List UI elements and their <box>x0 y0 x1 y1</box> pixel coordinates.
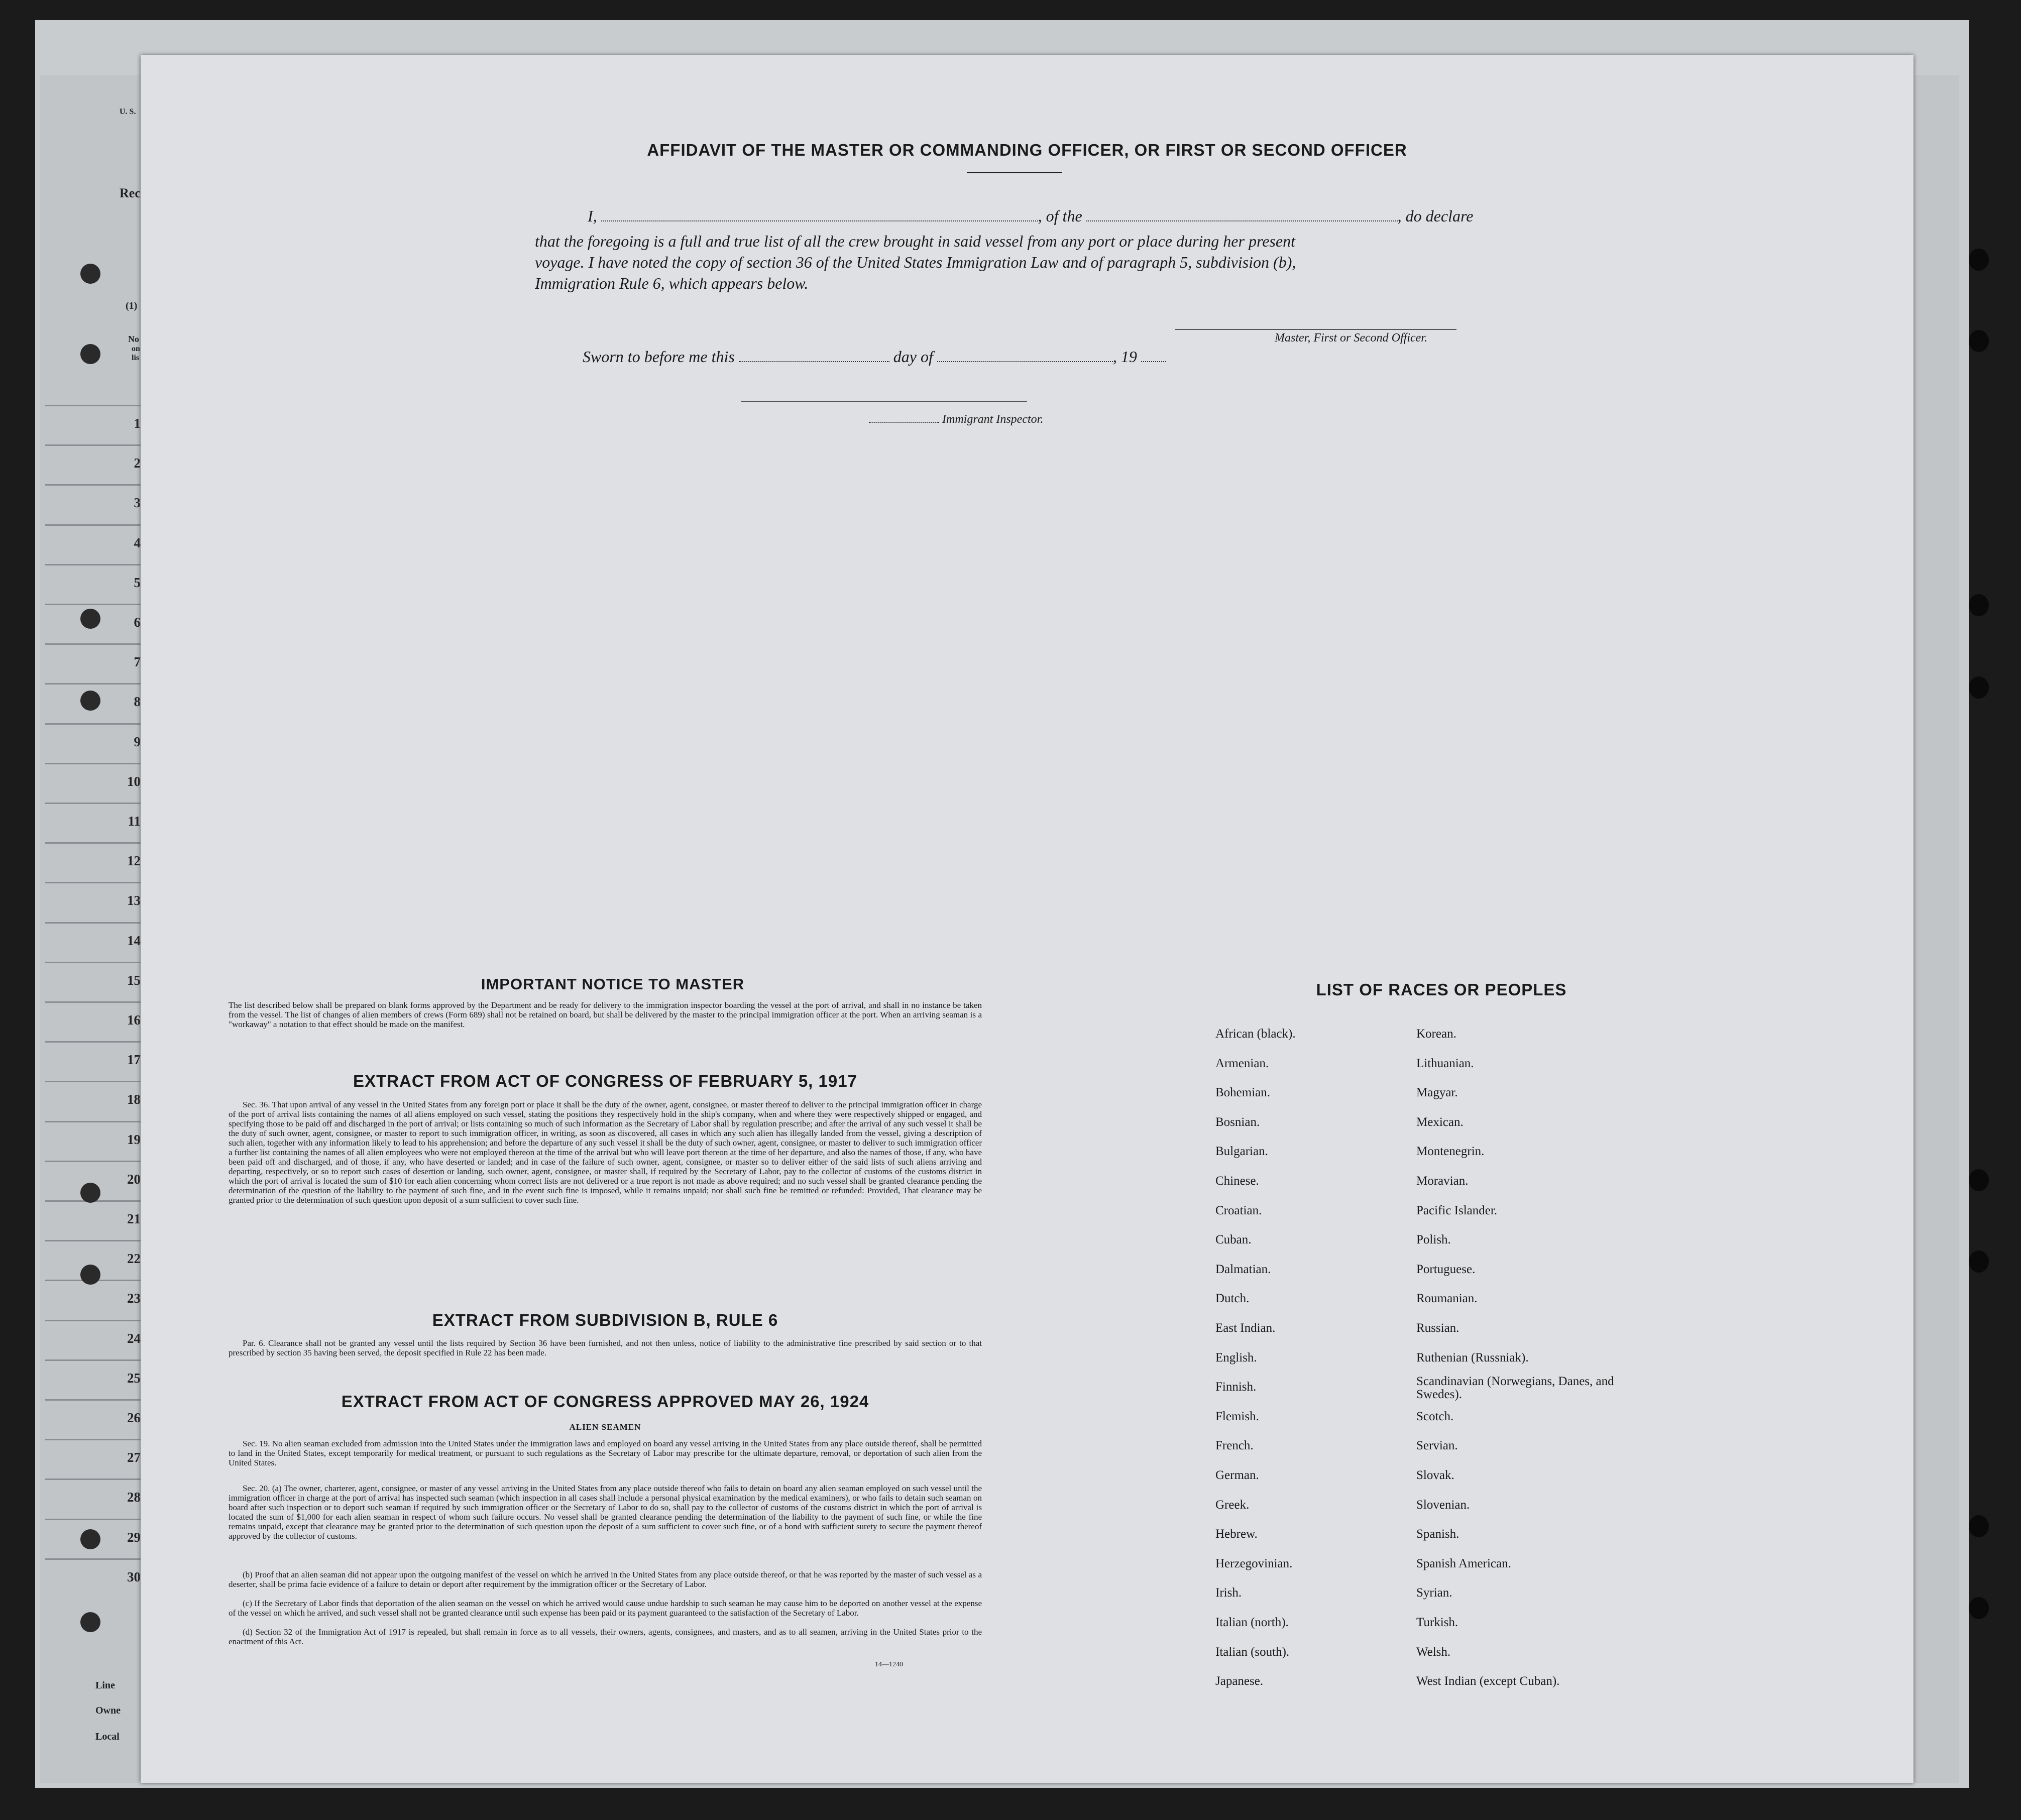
row-number: 8 <box>134 694 141 710</box>
race-entry: French. <box>1215 1439 1254 1453</box>
punch-hole-right <box>1969 249 1989 271</box>
row-number: 29 <box>127 1529 141 1545</box>
row-number: 20 <box>127 1171 141 1187</box>
row-number: 4 <box>134 535 141 550</box>
sec20a-text: Sec. 20. (a) The owner, charterer, agent, consignee, or master of any vessel arriving in the United States from any place outside thereof who fails to detain on board any alien seaman employed on such vessel until the immigration officer in charge at the port of arrival has inspected such seaman (which inspection in all cases shall include a personal physical examination by the medical examiners), or who fails to detain such seaman on board after such inspection or to deport such seaman if required by such immigration officer or the Secretary of Labor to do so, shall pay to the collector of customs of the customs district in which the port of arrival is located the sum of $1,000 for each alien seaman in respect of whom such failure occurs. No vessel shall be granted clearance pending the determination of the liability to the payment of such fine, or while the fine remains unpaid, except that clearance may be granted prior to the determination of such question upon the deposit of a sum sufficient to cover such fine, or of a bond with sufficient surety to secure the payment thereof approved by the collector of customs. <box>229 1484 982 1541</box>
punch-hole-left <box>80 344 100 364</box>
row-number: 18 <box>127 1092 141 1107</box>
row-divider <box>45 1359 151 1361</box>
punch-hole-right <box>1969 330 1989 352</box>
race-entry: Scandinavian (Norwegians, Danes, and Swedes). <box>1416 1375 1614 1402</box>
row-number: 13 <box>127 893 141 908</box>
races-right-column <box>1416 1027 1647 1755</box>
race-entry: Magyar. <box>1416 1086 1458 1100</box>
sworn-text: Sworn to before me this <box>583 348 735 366</box>
race-entry: Flemish. <box>1215 1409 1259 1423</box>
race-entry: Russian. <box>1416 1321 1459 1335</box>
row-divider <box>45 763 151 764</box>
day-blank <box>739 361 889 362</box>
row-divider <box>45 405 151 406</box>
declaration-text-3: voyage. I have noted the copy of section 36 of the United States Immigration Law and of paragraph 5, subdivision (b), <box>535 253 1296 271</box>
race-entry: Mexican. <box>1416 1115 1464 1129</box>
extract-1917-title: EXTRACT FROM ACT OF CONGRESS OF FEBRUARY 5, 1917 <box>353 1072 857 1090</box>
row-divider <box>45 882 151 883</box>
race-entry: African (black). <box>1215 1027 1296 1041</box>
race-entry: Welsh. <box>1416 1645 1451 1659</box>
row-divider <box>45 1320 151 1321</box>
row-number: 17 <box>127 1052 141 1068</box>
row-divider <box>45 524 151 526</box>
declaration-text-4: Immigration Rule 6, which appears below. <box>535 274 809 292</box>
inspector-blank <box>869 422 939 423</box>
row-number: 6 <box>134 615 141 630</box>
races-title: LIST OF RACES OR PEOPLES <box>1316 980 1567 999</box>
race-entry: Armenian. <box>1215 1056 1269 1070</box>
punch-hole-right <box>1969 1169 1989 1191</box>
row-number: 15 <box>127 972 141 988</box>
race-entry: Ruthenian (Russniak). <box>1416 1350 1529 1364</box>
punch-hole-left <box>80 1529 100 1549</box>
row-number: 25 <box>127 1370 141 1386</box>
row-divider <box>45 1558 151 1560</box>
edge-local-label: Local <box>95 1731 120 1742</box>
row-divider <box>45 1399 151 1401</box>
rule6-text: Par. 6. Clearance shall not be granted any vessel until the lists required by Section 36 have been furnished, and not then unless, notice of liability to the administrative fine prescribed by said section or to that prescribed by section 35 having been served, the deposit specified in Rule 22 has been made. <box>229 1338 982 1357</box>
race-entry: English. <box>1215 1350 1257 1364</box>
row-divider <box>45 564 151 565</box>
race-entry: Pacific Islander. <box>1416 1203 1498 1217</box>
row-divider <box>45 683 151 685</box>
row-number: 2 <box>134 456 141 471</box>
row-number: 1 <box>134 416 141 431</box>
punch-hole-left <box>80 264 100 284</box>
race-entry: Chinese. <box>1215 1174 1259 1188</box>
alien-seamen-subtitle: ALIEN SEAMEN <box>569 1422 641 1432</box>
race-entry: East Indian. <box>1215 1321 1276 1335</box>
row-number: 12 <box>127 853 141 869</box>
race-entry: Korean. <box>1416 1027 1456 1041</box>
race-entry: Roumanian. <box>1416 1292 1478 1306</box>
punch-hole-left <box>80 609 100 629</box>
race-entry: Slovak. <box>1416 1468 1454 1482</box>
row-divider <box>45 1439 151 1440</box>
row-divider <box>45 723 151 725</box>
edge-owner-label: Owne <box>95 1705 121 1716</box>
row-divider <box>45 484 151 486</box>
row-number: 22 <box>127 1251 141 1267</box>
sworn-day-of: day of <box>893 348 933 366</box>
race-entry: Polish. <box>1416 1233 1451 1247</box>
row-number: 5 <box>134 575 141 590</box>
race-entry: Greek. <box>1215 1498 1250 1512</box>
punch-hole-right <box>1969 1515 1989 1537</box>
punch-hole-left <box>80 1183 100 1203</box>
row-divider <box>45 1081 151 1082</box>
punch-hole-right <box>1969 1250 1989 1273</box>
race-entry: German. <box>1215 1468 1259 1482</box>
race-entry: Hebrew. <box>1215 1527 1258 1541</box>
row-divider <box>45 604 151 605</box>
notice-text: The list described below shall be prepared on blank forms approved by the Department and be ready for delivery to the immigration inspector boarding the vessel at the port of arrival, and shall in no instance be taken from the vessel. The list of changes of alien members of crews (Form 689) shall not be retained on board, but shall be delivered by the master to the principal immigration officer at the port. When an arriving seaman is a "workaway" a notation to that effect should be made on the manifest. <box>229 1000 982 1029</box>
row-number: 10 <box>127 773 141 789</box>
sec20d-text: (d) Section 32 of the Immigration Act of 1917 is repealed, but shall remain in force as to all vessels, their owners, agents, consignees, and masters, and as to all seamen, arriving in the United States prior to the enactment of this Act. <box>229 1627 982 1646</box>
row-number: 28 <box>127 1490 141 1505</box>
punch-hole-right <box>1969 1597 1989 1619</box>
race-entry: Scotch. <box>1416 1409 1454 1423</box>
row-divider <box>45 803 151 804</box>
name-blank <box>601 220 1038 221</box>
race-entry: Herzegovinian. <box>1215 1556 1293 1570</box>
master-signature-label: Master, First or Second Officer. <box>1275 331 1427 345</box>
declaration-text-2: that the foregoing is a full and true list of all the crew brought in said vessel from any port or place during her present <box>535 232 1295 250</box>
sec19-text: Sec. 19. No alien seaman excluded from admission into the United States under the immigration laws and employed on board any vessel arriving in the United States from any place outside thereof, shall be permitted to land in the United States, except temporarily for medical treatment, or pursuant to such regulations as the Secretary of Labor may prescribe for the ultimate departure, removal, or deportation of such alien from the United States. <box>229 1439 982 1467</box>
position-blank <box>1086 220 1398 221</box>
race-entry: Spanish American. <box>1416 1556 1511 1570</box>
race-entry: Bosnian. <box>1215 1115 1260 1129</box>
row-number: 30 <box>127 1569 141 1584</box>
row-number: 19 <box>127 1131 141 1147</box>
race-entry: Cuban. <box>1215 1233 1252 1247</box>
row-divider <box>45 643 151 645</box>
extract-1917-text: Sec. 36. That upon arrival of any vessel in the United States from any foreign port or place it shall be the duty of the owner, agent, consignee, or master thereof to deliver to the principal immigration officer in charge of the port of arrival lists containing the names of all aliens employed on such vessel, stating the positions they respectively hold in the ship's company, when and where they were respectively shipped or engaged, and specifying those to be paid off and discharged in the port of arrival; or lists containing so much of such information as the Secretary of Labor shall by regulation prescribe; and after the arrival of any such vessel it shall be the duty of such owner, agent, consignee, or master to report to such immigration officer, in writing, as soon as discovered, all cases in which any such alien has illegally landed from the vessel, giving a description of such alien, together with any information likely to lead to his apprehension; and before the departure of any such vessel it shall be the duty of such owner, agent, consignee, or master to deliver to such immigration officer a further list containing the names of all alien employees who were not employed thereon at the time of the arrival but who will leave port thereon at the time of her departure, and also the names of those, if any, who have been paid off and discharged, and of those, if any, who have deserted or landed; and in case of the failure of such owner, agent, consignee, or master so to deliver either of the said lists of such aliens arriving and departing, respectively, or so to report such cases of desertion or landing, such owner, agent, consignee, or master shall, if required by the Secretary of Labor, pay to the collector of customs of the customs district in which the port of arrival is located the sum of $10 for each alien concerning whom correct lists are not delivered or a true report is not made as above required; and no such vessel shall be granted clearance pending the determination of the question of the liability to the payment of such fine, and in the event such fine is imposed, while it remains unpaid; nor shall such fine be remitted or refunded: Provided, That clearance may be granted prior to the determination of such question upon deposit of a sum sufficient to cover such fine. <box>229 1100 982 1205</box>
master-signature-line <box>1175 329 1456 330</box>
race-entry: Dalmatian. <box>1215 1262 1271 1276</box>
row-number: 14 <box>127 933 141 948</box>
affidavit-sheet <box>141 55 1914 1783</box>
edge-rec-label: Rec <box>120 186 141 200</box>
row-divider <box>45 444 151 446</box>
race-entry: Portuguese. <box>1416 1262 1476 1276</box>
race-entry: Montenegrin. <box>1416 1145 1485 1159</box>
month-blank <box>937 361 1113 362</box>
race-entry: Irish. <box>1215 1586 1242 1600</box>
edge-us-label: U. S. <box>120 107 136 116</box>
row-divider <box>45 1041 151 1043</box>
row-number: 7 <box>134 654 141 670</box>
row-number: 27 <box>127 1450 141 1465</box>
row-number: 9 <box>134 734 141 749</box>
inspector-line <box>869 409 1043 429</box>
extract-1924-title: EXTRACT FROM ACT OF CONGRESS APPROVED MAY 26, 1924 <box>341 1392 869 1411</box>
edge-line-label: Line <box>95 1680 115 1691</box>
race-entry: Slovenian. <box>1416 1498 1470 1512</box>
row-divider <box>45 962 151 963</box>
race-entry: Dutch. <box>1215 1292 1250 1306</box>
sworn-line <box>583 347 1166 367</box>
race-entry: Lithuanian. <box>1416 1056 1474 1070</box>
row-divider <box>45 1161 151 1162</box>
row-divider <box>45 1001 151 1003</box>
row-divider <box>45 1121 151 1122</box>
races-left-column <box>1215 1027 1386 1755</box>
race-entry: Syrian. <box>1416 1586 1452 1600</box>
row-number: 16 <box>127 1012 141 1028</box>
sec20c-text: (c) If the Secretary of Labor finds that deportation of the alien seaman on the vessel on which he arrived would cause undue hardship to such seaman he may cause him to be deported on another vessel at the expense of the vessel on which he arrived, and such vessel shall not be granted clearance until such expense has been paid or its payment guaranteed to the satisfaction of the Secretary of Labor. <box>229 1599 982 1618</box>
declaration-of-the: , of the <box>1038 207 1082 225</box>
inspector-label: Immigrant Inspector. <box>942 413 1044 426</box>
inspector-signature-line <box>741 401 1027 402</box>
punch-hole-left <box>80 1612 100 1632</box>
declaration-line <box>588 206 1473 226</box>
declaration-i: I, <box>588 207 597 225</box>
notice-title: IMPORTANT NOTICE TO MASTER <box>481 975 745 993</box>
race-entry: Servian. <box>1416 1439 1458 1453</box>
punch-hole-left <box>80 691 100 711</box>
year-blank <box>1141 361 1166 362</box>
row-number: 3 <box>134 495 141 511</box>
row-number: 24 <box>127 1330 141 1346</box>
punch-hole-right <box>1969 676 1989 699</box>
punch-hole-left <box>80 1265 100 1285</box>
row-number: 11 <box>128 814 141 829</box>
edge-no-header-2: on <box>132 345 140 353</box>
edge-no-header-3: lis <box>132 354 140 362</box>
row-number: 26 <box>127 1410 141 1425</box>
race-entry: West Indian (except Cuban). <box>1416 1674 1560 1688</box>
affidavit-title: AFFIDAVIT OF THE MASTER OR COMMANDING OFFICER, OR FIRST OR SECOND OFFICER <box>647 141 1407 159</box>
form-number: 14—1240 <box>875 1661 903 1668</box>
rule6-title: EXTRACT FROM SUBDIVISION B, RULE 6 <box>432 1311 778 1329</box>
row-divider <box>45 1478 151 1480</box>
sec20b-text: (b) Proof that an alien seaman did not appear upon the outgoing manifest of the vessel on which he arrived in the United States from any place outside thereof, or that he was reported by the master of such vessel as a deserter, shall be prima facie evidence of a failure to detain or deport after requirement by the immigration officer or the Secretary of Labor. <box>229 1570 982 1589</box>
row-divider <box>45 1200 151 1202</box>
row-divider <box>45 1519 151 1520</box>
declaration-do-declare: , do declare <box>1397 207 1474 225</box>
race-entry: Bulgarian. <box>1215 1145 1268 1159</box>
race-entry: Croatian. <box>1215 1203 1262 1217</box>
row-number: 21 <box>127 1211 141 1226</box>
race-entry: Finnish. <box>1215 1380 1257 1394</box>
edge-no-header-1: No <box>128 334 139 344</box>
row-divider <box>45 922 151 924</box>
punch-hole-right <box>1969 594 1989 616</box>
row-number: 23 <box>127 1291 141 1306</box>
race-entry: Italian (south). <box>1215 1645 1290 1659</box>
row-divider <box>45 1240 151 1241</box>
sworn-year: , 19 <box>1112 348 1137 366</box>
race-entry: Japanese. <box>1215 1674 1264 1688</box>
race-entry: Spanish. <box>1416 1527 1459 1541</box>
row-divider <box>45 842 151 844</box>
race-entry: Italian (north). <box>1215 1616 1289 1629</box>
race-entry: Turkish. <box>1416 1616 1458 1629</box>
title-underline <box>967 172 1062 173</box>
race-entry: Moravian. <box>1416 1174 1469 1188</box>
edge-col-header: (1) <box>126 300 138 311</box>
race-entry: Bohemian. <box>1215 1086 1271 1100</box>
